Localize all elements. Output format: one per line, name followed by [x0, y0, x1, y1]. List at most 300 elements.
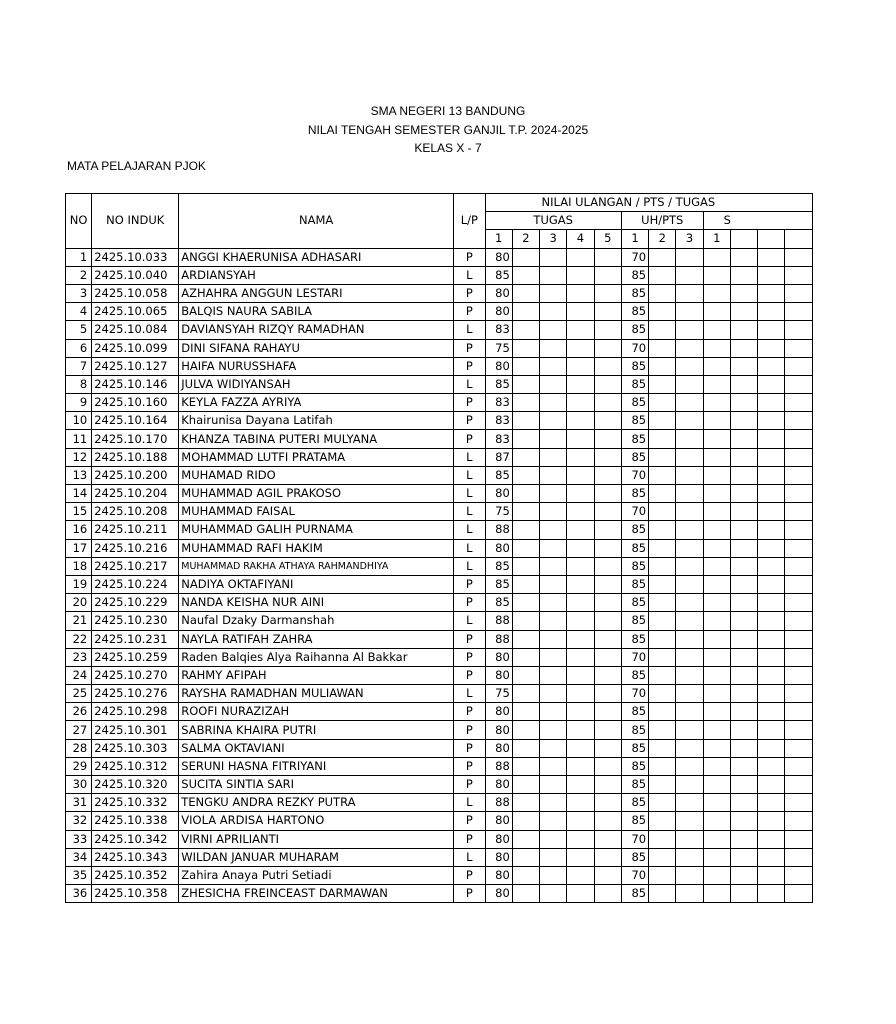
cell-empty[interactable] — [785, 248, 813, 266]
cell-tugas-1[interactable]: 80 — [485, 284, 512, 302]
cell-uhpts-1[interactable]: 85 — [621, 612, 648, 630]
cell-uhpts-1[interactable]: 85 — [621, 575, 648, 593]
cell-tugas-1[interactable]: 83 — [485, 412, 512, 430]
cell-tugas-empty[interactable] — [594, 284, 621, 302]
cell-no-induk[interactable]: 2425.10.216 — [92, 539, 179, 557]
cell-nama[interactable]: MUHAMMAD RAFI HAKIM — [179, 539, 454, 557]
cell-empty[interactable] — [730, 357, 757, 375]
cell-lp[interactable]: P — [454, 575, 485, 593]
cell-empty[interactable] — [649, 739, 676, 757]
cell-nama[interactable]: JULVA WIDIYANSAH — [179, 375, 454, 393]
cell-tugas-empty[interactable] — [594, 703, 621, 721]
cell-uhpts-1[interactable]: 70 — [621, 648, 648, 666]
cell-empty[interactable] — [758, 848, 785, 866]
cell-empty[interactable] — [649, 466, 676, 484]
cell-no-induk[interactable]: 2425.10.146 — [92, 375, 179, 393]
cell-no-induk[interactable]: 2425.10.040 — [92, 266, 179, 284]
cell-empty[interactable] — [730, 794, 757, 812]
cell-lp[interactable]: P — [454, 430, 485, 448]
cell-tugas-empty[interactable] — [540, 848, 567, 866]
cell-empty[interactable] — [730, 612, 757, 630]
cell-tugas-empty[interactable] — [567, 284, 594, 302]
cell-lp[interactable]: L — [454, 612, 485, 630]
cell-empty[interactable] — [703, 303, 730, 321]
cell-tugas-1[interactable]: 80 — [485, 703, 512, 721]
cell-empty[interactable] — [785, 412, 813, 430]
cell-no[interactable]: 19 — [66, 575, 92, 593]
cell-lp[interactable]: P — [454, 757, 485, 775]
cell-empty[interactable] — [785, 594, 813, 612]
cell-tugas-empty[interactable] — [594, 794, 621, 812]
cell-no[interactable]: 36 — [66, 885, 92, 903]
cell-lp[interactable]: P — [454, 739, 485, 757]
cell-empty[interactable] — [703, 848, 730, 866]
cell-no[interactable]: 13 — [66, 466, 92, 484]
cell-empty[interactable] — [758, 612, 785, 630]
cell-empty[interactable] — [785, 303, 813, 321]
cell-no[interactable]: 12 — [66, 448, 92, 466]
cell-uhpts-1[interactable]: 70 — [621, 248, 648, 266]
cell-tugas-1[interactable]: 75 — [485, 503, 512, 521]
cell-tugas-1[interactable]: 80 — [485, 739, 512, 757]
cell-tugas-empty[interactable] — [594, 357, 621, 375]
cell-empty[interactable] — [703, 485, 730, 503]
cell-empty[interactable] — [703, 612, 730, 630]
cell-empty[interactable] — [676, 721, 703, 739]
cell-empty[interactable] — [785, 485, 813, 503]
cell-empty[interactable] — [730, 448, 757, 466]
cell-empty[interactable] — [649, 303, 676, 321]
cell-empty[interactable] — [649, 703, 676, 721]
cell-tugas-empty[interactable] — [512, 594, 539, 612]
cell-lp[interactable]: L — [454, 539, 485, 557]
cell-nama[interactable]: Raden Balqies Alya Raihanna Al Bakkar — [179, 648, 454, 666]
cell-empty[interactable] — [758, 303, 785, 321]
cell-tugas-empty[interactable] — [540, 757, 567, 775]
cell-tugas-empty[interactable] — [540, 794, 567, 812]
cell-uhpts-1[interactable]: 85 — [621, 375, 648, 393]
cell-no[interactable]: 4 — [66, 303, 92, 321]
cell-empty[interactable] — [785, 739, 813, 757]
cell-empty[interactable] — [649, 375, 676, 393]
cell-empty[interactable] — [649, 575, 676, 593]
cell-tugas-empty[interactable] — [567, 866, 594, 884]
cell-empty[interactable] — [730, 503, 757, 521]
cell-tugas-empty[interactable] — [594, 866, 621, 884]
cell-lp[interactable]: P — [454, 648, 485, 666]
cell-no-induk[interactable]: 2425.10.352 — [92, 866, 179, 884]
cell-tugas-empty[interactable] — [594, 303, 621, 321]
cell-tugas-empty[interactable] — [594, 757, 621, 775]
cell-tugas-empty[interactable] — [567, 885, 594, 903]
cell-tugas-1[interactable]: 88 — [485, 612, 512, 630]
cell-empty[interactable] — [758, 703, 785, 721]
cell-tugas-1[interactable]: 85 — [485, 375, 512, 393]
cell-lp[interactable]: P — [454, 703, 485, 721]
cell-empty[interactable] — [676, 575, 703, 593]
cell-tugas-empty[interactable] — [567, 594, 594, 612]
cell-empty[interactable] — [703, 885, 730, 903]
cell-tugas-empty[interactable] — [567, 321, 594, 339]
cell-tugas-empty[interactable] — [594, 430, 621, 448]
cell-empty[interactable] — [785, 612, 813, 630]
cell-empty[interactable] — [676, 357, 703, 375]
cell-tugas-empty[interactable] — [567, 685, 594, 703]
cell-tugas-empty[interactable] — [540, 812, 567, 830]
cell-tugas-empty[interactable] — [594, 594, 621, 612]
cell-tugas-empty[interactable] — [512, 539, 539, 557]
cell-lp[interactable]: P — [454, 830, 485, 848]
cell-tugas-empty[interactable] — [540, 503, 567, 521]
cell-tugas-empty[interactable] — [594, 539, 621, 557]
cell-tugas-empty[interactable] — [594, 648, 621, 666]
cell-empty[interactable] — [785, 539, 813, 557]
cell-empty[interactable] — [758, 557, 785, 575]
cell-tugas-empty[interactable] — [540, 557, 567, 575]
cell-empty[interactable] — [730, 430, 757, 448]
cell-tugas-empty[interactable] — [512, 866, 539, 884]
cell-empty[interactable] — [676, 612, 703, 630]
cell-nama[interactable]: NANDA KEISHA NUR AINI — [179, 594, 454, 612]
cell-empty[interactable] — [649, 557, 676, 575]
cell-lp[interactable]: L — [454, 321, 485, 339]
cell-lp[interactable]: L — [454, 848, 485, 866]
cell-empty[interactable] — [785, 630, 813, 648]
cell-no-induk[interactable]: 2425.10.224 — [92, 575, 179, 593]
cell-tugas-empty[interactable] — [540, 630, 567, 648]
cell-tugas-1[interactable]: 75 — [485, 685, 512, 703]
cell-tugas-1[interactable]: 80 — [485, 866, 512, 884]
cell-no-induk[interactable]: 2425.10.160 — [92, 394, 179, 412]
cell-lp[interactable]: P — [454, 630, 485, 648]
cell-no-induk[interactable]: 2425.10.058 — [92, 284, 179, 302]
cell-lp[interactable]: P — [454, 776, 485, 794]
cell-nama[interactable]: ZHESICHA FREINCEAST DARMAWAN — [179, 885, 454, 903]
cell-empty[interactable] — [649, 612, 676, 630]
cell-tugas-empty[interactable] — [567, 630, 594, 648]
cell-tugas-empty[interactable] — [540, 776, 567, 794]
cell-empty[interactable] — [703, 412, 730, 430]
cell-nama[interactable]: RAYSHA RAMADHAN MULIAWAN — [179, 685, 454, 703]
cell-no[interactable]: 18 — [66, 557, 92, 575]
cell-lp[interactable]: L — [454, 685, 485, 703]
cell-tugas-empty[interactable] — [567, 757, 594, 775]
cell-lp[interactable]: P — [454, 303, 485, 321]
cell-empty[interactable] — [703, 721, 730, 739]
cell-empty[interactable] — [730, 812, 757, 830]
cell-tugas-empty[interactable] — [567, 648, 594, 666]
cell-empty[interactable] — [730, 848, 757, 866]
cell-nama[interactable]: MUHAMMAD FAISAL — [179, 503, 454, 521]
cell-empty[interactable] — [785, 794, 813, 812]
cell-empty[interactable] — [758, 721, 785, 739]
cell-lp[interactable]: L — [454, 557, 485, 575]
cell-tugas-empty[interactable] — [512, 503, 539, 521]
cell-tugas-1[interactable]: 80 — [485, 357, 512, 375]
cell-empty[interactable] — [785, 357, 813, 375]
cell-empty[interactable] — [785, 284, 813, 302]
cell-uhpts-1[interactable]: 85 — [621, 721, 648, 739]
cell-lp[interactable]: P — [454, 339, 485, 357]
cell-no[interactable]: 2 — [66, 266, 92, 284]
cell-empty[interactable] — [758, 575, 785, 593]
cell-tugas-empty[interactable] — [512, 557, 539, 575]
cell-no-induk[interactable]: 2425.10.320 — [92, 776, 179, 794]
cell-uhpts-1[interactable]: 85 — [621, 594, 648, 612]
cell-empty[interactable] — [758, 685, 785, 703]
cell-empty[interactable] — [649, 357, 676, 375]
cell-tugas-1[interactable]: 80 — [485, 539, 512, 557]
cell-empty[interactable] — [730, 248, 757, 266]
cell-lp[interactable]: L — [454, 375, 485, 393]
cell-empty[interactable] — [758, 776, 785, 794]
cell-no-induk[interactable]: 2425.10.217 — [92, 557, 179, 575]
cell-nama[interactable]: TENGKU ANDRA REZKY PUTRA — [179, 794, 454, 812]
cell-empty[interactable] — [676, 248, 703, 266]
cell-empty[interactable] — [785, 321, 813, 339]
cell-empty[interactable] — [649, 648, 676, 666]
cell-tugas-empty[interactable] — [567, 721, 594, 739]
cell-empty[interactable] — [649, 866, 676, 884]
cell-empty[interactable] — [649, 284, 676, 302]
cell-tugas-empty[interactable] — [567, 848, 594, 866]
cell-uhpts-1[interactable]: 85 — [621, 321, 648, 339]
cell-tugas-1[interactable]: 83 — [485, 321, 512, 339]
cell-tugas-empty[interactable] — [594, 412, 621, 430]
cell-tugas-empty[interactable] — [594, 721, 621, 739]
cell-nama[interactable]: ANGGI KHAERUNISA ADHASARI — [179, 248, 454, 266]
cell-no[interactable]: 8 — [66, 375, 92, 393]
cell-empty[interactable] — [785, 703, 813, 721]
cell-tugas-empty[interactable] — [594, 375, 621, 393]
cell-nama[interactable]: NAYLA RATIFAH ZAHRA — [179, 630, 454, 648]
cell-empty[interactable] — [649, 430, 676, 448]
cell-nama[interactable]: VIRNI APRILIANTI — [179, 830, 454, 848]
cell-tugas-empty[interactable] — [540, 575, 567, 593]
cell-uhpts-1[interactable]: 70 — [621, 339, 648, 357]
cell-tugas-empty[interactable] — [594, 503, 621, 521]
cell-tugas-empty[interactable] — [567, 539, 594, 557]
cell-no[interactable]: 35 — [66, 866, 92, 884]
cell-tugas-empty[interactable] — [512, 794, 539, 812]
cell-no-induk[interactable]: 2425.10.229 — [92, 594, 179, 612]
cell-tugas-empty[interactable] — [567, 412, 594, 430]
cell-empty[interactable] — [703, 776, 730, 794]
cell-empty[interactable] — [785, 503, 813, 521]
cell-no[interactable]: 6 — [66, 339, 92, 357]
cell-tugas-empty[interactable] — [540, 521, 567, 539]
cell-tugas-empty[interactable] — [512, 666, 539, 684]
cell-empty[interactable] — [676, 266, 703, 284]
cell-no-induk[interactable]: 2425.10.084 — [92, 321, 179, 339]
cell-empty[interactable] — [676, 485, 703, 503]
cell-nama[interactable]: BALQIS NAURA SABILA — [179, 303, 454, 321]
cell-empty[interactable] — [676, 885, 703, 903]
cell-no[interactable]: 32 — [66, 812, 92, 830]
cell-tugas-empty[interactable] — [512, 630, 539, 648]
cell-tugas-empty[interactable] — [540, 284, 567, 302]
cell-no[interactable]: 21 — [66, 612, 92, 630]
cell-empty[interactable] — [758, 757, 785, 775]
cell-no[interactable]: 17 — [66, 539, 92, 557]
cell-empty[interactable] — [730, 466, 757, 484]
cell-empty[interactable] — [785, 448, 813, 466]
cell-tugas-empty[interactable] — [567, 575, 594, 593]
cell-empty[interactable] — [785, 375, 813, 393]
cell-empty[interactable] — [676, 757, 703, 775]
cell-empty[interactable] — [649, 776, 676, 794]
cell-empty[interactable] — [758, 412, 785, 430]
cell-empty[interactable] — [703, 594, 730, 612]
cell-tugas-1[interactable]: 88 — [485, 521, 512, 539]
cell-empty[interactable] — [703, 575, 730, 593]
cell-tugas-empty[interactable] — [512, 339, 539, 357]
cell-empty[interactable] — [649, 812, 676, 830]
cell-empty[interactable] — [676, 685, 703, 703]
cell-empty[interactable] — [730, 721, 757, 739]
cell-tugas-empty[interactable] — [512, 885, 539, 903]
cell-tugas-empty[interactable] — [512, 739, 539, 757]
cell-empty[interactable] — [676, 412, 703, 430]
cell-tugas-empty[interactable] — [594, 521, 621, 539]
cell-nama[interactable]: HAIFA NURUSSHAFA — [179, 357, 454, 375]
cell-tugas-empty[interactable] — [512, 248, 539, 266]
cell-empty[interactable] — [649, 503, 676, 521]
cell-empty[interactable] — [649, 885, 676, 903]
cell-tugas-empty[interactable] — [540, 412, 567, 430]
cell-lp[interactable]: P — [454, 394, 485, 412]
cell-empty[interactable] — [785, 430, 813, 448]
cell-tugas-empty[interactable] — [594, 339, 621, 357]
cell-empty[interactable] — [676, 594, 703, 612]
cell-empty[interactable] — [703, 830, 730, 848]
cell-no[interactable]: 7 — [66, 357, 92, 375]
cell-empty[interactable] — [649, 266, 676, 284]
cell-no-induk[interactable]: 2425.10.312 — [92, 757, 179, 775]
cell-tugas-1[interactable]: 80 — [485, 812, 512, 830]
cell-empty[interactable] — [703, 794, 730, 812]
cell-empty[interactable] — [730, 394, 757, 412]
cell-empty[interactable] — [730, 776, 757, 794]
cell-empty[interactable] — [676, 539, 703, 557]
cell-tugas-empty[interactable] — [540, 375, 567, 393]
cell-tugas-empty[interactable] — [512, 266, 539, 284]
cell-empty[interactable] — [649, 685, 676, 703]
cell-empty[interactable] — [785, 266, 813, 284]
cell-no-induk[interactable]: 2425.10.276 — [92, 685, 179, 703]
cell-tugas-empty[interactable] — [567, 266, 594, 284]
cell-empty[interactable] — [785, 685, 813, 703]
cell-tugas-empty[interactable] — [512, 685, 539, 703]
cell-tugas-1[interactable]: 80 — [485, 721, 512, 739]
cell-tugas-1[interactable]: 80 — [485, 303, 512, 321]
cell-tugas-empty[interactable] — [594, 321, 621, 339]
cell-tugas-empty[interactable] — [512, 703, 539, 721]
cell-tugas-empty[interactable] — [540, 357, 567, 375]
cell-tugas-empty[interactable] — [512, 721, 539, 739]
cell-nama[interactable]: DINI SIFANA RAHAYU — [179, 339, 454, 357]
cell-no[interactable]: 23 — [66, 648, 92, 666]
cell-empty[interactable] — [758, 866, 785, 884]
cell-tugas-empty[interactable] — [594, 848, 621, 866]
cell-empty[interactable] — [730, 739, 757, 757]
cell-empty[interactable] — [676, 812, 703, 830]
cell-tugas-empty[interactable] — [540, 739, 567, 757]
cell-tugas-empty[interactable] — [512, 284, 539, 302]
cell-tugas-empty[interactable] — [512, 485, 539, 503]
cell-empty[interactable] — [703, 357, 730, 375]
cell-tugas-empty[interactable] — [512, 357, 539, 375]
cell-no-induk[interactable]: 2425.10.099 — [92, 339, 179, 357]
cell-empty[interactable] — [758, 485, 785, 503]
cell-empty[interactable] — [649, 521, 676, 539]
cell-empty[interactable] — [703, 284, 730, 302]
cell-tugas-empty[interactable] — [567, 357, 594, 375]
cell-no-induk[interactable]: 2425.10.259 — [92, 648, 179, 666]
cell-tugas-empty[interactable] — [567, 830, 594, 848]
cell-empty[interactable] — [785, 339, 813, 357]
cell-empty[interactable] — [676, 776, 703, 794]
cell-empty[interactable] — [785, 721, 813, 739]
cell-no[interactable]: 34 — [66, 848, 92, 866]
cell-tugas-empty[interactable] — [512, 412, 539, 430]
cell-no-induk[interactable]: 2425.10.338 — [92, 812, 179, 830]
cell-no-induk[interactable]: 2425.10.342 — [92, 830, 179, 848]
cell-no-induk[interactable]: 2425.10.301 — [92, 721, 179, 739]
cell-tugas-empty[interactable] — [540, 466, 567, 484]
cell-empty[interactable] — [730, 539, 757, 557]
cell-lp[interactable]: P — [454, 248, 485, 266]
cell-empty[interactable] — [676, 848, 703, 866]
cell-uhpts-1[interactable]: 85 — [621, 557, 648, 575]
cell-empty[interactable] — [649, 594, 676, 612]
cell-tugas-1[interactable]: 80 — [485, 248, 512, 266]
cell-empty[interactable] — [703, 321, 730, 339]
cell-tugas-empty[interactable] — [594, 266, 621, 284]
cell-tugas-empty[interactable] — [567, 430, 594, 448]
cell-empty[interactable] — [703, 248, 730, 266]
cell-empty[interactable] — [676, 630, 703, 648]
cell-empty[interactable] — [758, 375, 785, 393]
cell-tugas-1[interactable]: 80 — [485, 666, 512, 684]
cell-no[interactable]: 27 — [66, 721, 92, 739]
cell-empty[interactable] — [785, 812, 813, 830]
cell-empty[interactable] — [730, 321, 757, 339]
cell-empty[interactable] — [758, 630, 785, 648]
cell-empty[interactable] — [758, 394, 785, 412]
cell-no-induk[interactable]: 2425.10.358 — [92, 885, 179, 903]
cell-tugas-empty[interactable] — [567, 612, 594, 630]
cell-empty[interactable] — [649, 321, 676, 339]
cell-tugas-empty[interactable] — [540, 248, 567, 266]
cell-empty[interactable] — [649, 848, 676, 866]
cell-empty[interactable] — [730, 266, 757, 284]
cell-empty[interactable] — [676, 430, 703, 448]
cell-empty[interactable] — [758, 666, 785, 684]
cell-empty[interactable] — [703, 266, 730, 284]
cell-nama[interactable]: SERUNI HASNA FITRIYANI — [179, 757, 454, 775]
cell-empty[interactable] — [730, 594, 757, 612]
cell-empty[interactable] — [730, 666, 757, 684]
cell-no[interactable]: 14 — [66, 485, 92, 503]
cell-tugas-1[interactable]: 88 — [485, 794, 512, 812]
cell-tugas-1[interactable]: 80 — [485, 830, 512, 848]
cell-nama[interactable]: Zahira Anaya Putri Setiadi — [179, 866, 454, 884]
cell-no[interactable]: 9 — [66, 394, 92, 412]
cell-uhpts-1[interactable]: 85 — [621, 412, 648, 430]
cell-empty[interactable] — [758, 284, 785, 302]
cell-empty[interactable] — [676, 375, 703, 393]
